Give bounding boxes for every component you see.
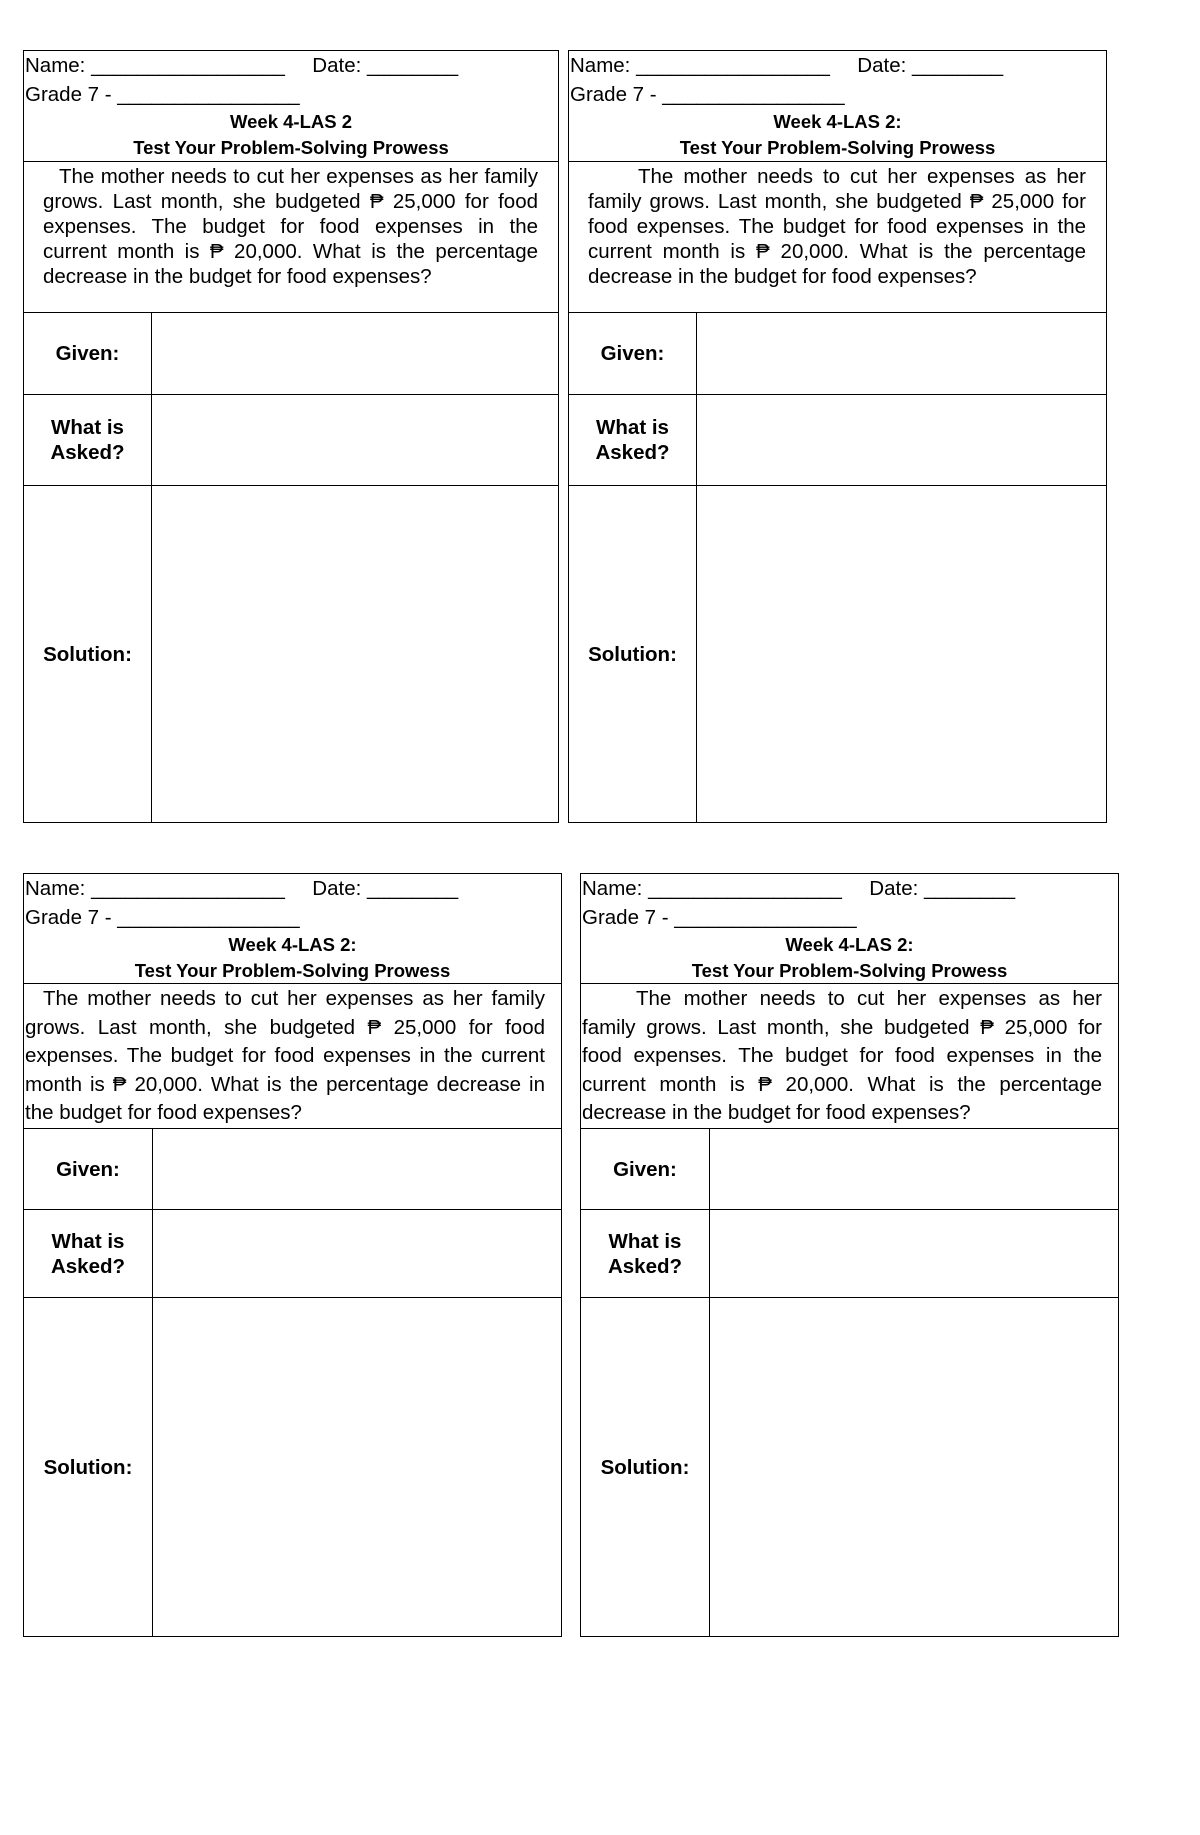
name-date-line [24,874,561,903]
week-label: Week 4-LAS 2: [228,934,357,955]
week-label: Week 4-LAS 2: [773,111,902,132]
asked-label: What is Asked? [24,1210,153,1297]
asked-answer-box[interactable] [697,395,1106,485]
worksheet-card-3 [23,873,562,1637]
solution-answer-box[interactable] [152,486,558,822]
asked-label: What is Asked? [569,395,697,485]
given-label: Given: [569,313,697,394]
solution-row [24,1298,561,1636]
worksheet-card-4 [580,873,1119,1637]
worksheet-card-2 [568,50,1107,823]
grade-field[interactable]: Grade 7 - ________________ [570,83,845,106]
solution-answer-box[interactable] [710,1298,1118,1636]
asked-row [24,1210,561,1298]
given-answer-box[interactable] [152,313,558,394]
worksheet-title: Test Your Problem-Solving Prowess [691,960,1008,981]
solution-answer-box[interactable] [697,486,1106,822]
card-header [569,51,1106,162]
grade-field[interactable]: Grade 7 - ________________ [25,906,300,929]
problem-statement: The mother needs to cut her expenses as her family grows. Last month, she budgeted ₱ 25,000 for food expenses. The budget for food expenses in the current month is ₱ 20,000. What is the percentage decrease in the budget for food expenses? [24,162,558,313]
given-label: Given: [581,1129,710,1209]
worksheet-title: Test Your Problem-Solving Prowess [134,960,451,981]
solution-row [24,486,558,822]
card-header [24,874,561,984]
problem-statement: The mother needs to cut her expenses as her family grows. Last month, she budgeted ₱ 25,000 for food expenses. The budget for food expenses in the current month is ₱ 20,000. What is the percentage decrease in the budget for food expenses? [581,984,1118,1129]
asked-label: What is Asked? [24,395,152,485]
card-header [24,51,558,162]
solution-label: Solution: [581,1298,710,1636]
given-answer-box[interactable] [710,1129,1118,1209]
card-header [581,874,1118,984]
problem-statement: The mother needs to cut her expenses as her family grows. Last month, she budgeted ₱ 25,000 for food expenses. The budget for food expenses in the current month is ₱ 20,000. What is the percentage decrease in the budget for food expenses? [24,984,561,1129]
asked-answer-box[interactable] [152,395,558,485]
given-row [24,313,558,395]
asked-row [24,395,558,486]
name-date-line [24,51,558,80]
solution-label: Solution: [24,1298,153,1636]
solution-label: Solution: [569,486,697,822]
asked-label: What is Asked? [581,1210,710,1297]
name-field[interactable]: Name: _________________ [582,877,854,900]
date-field[interactable]: Date: ________ [312,54,459,77]
given-row [581,1129,1118,1210]
date-field[interactable]: Date: ________ [857,54,1004,77]
worksheet-title: Test Your Problem-Solving Prowess [133,137,449,158]
name-date-line [581,874,1118,903]
given-label: Given: [24,313,152,394]
name-field[interactable]: Name: _________________ [25,877,297,900]
solution-answer-box[interactable] [153,1298,561,1636]
solution-row [581,1298,1118,1636]
solution-label: Solution: [24,486,152,822]
worksheet-title: Test Your Problem-Solving Prowess [679,137,996,158]
date-field[interactable]: Date: ________ [312,877,459,900]
asked-row [581,1210,1118,1298]
given-row [24,1129,561,1210]
given-row [569,313,1106,395]
asked-answer-box[interactable] [710,1210,1118,1297]
given-label: Given: [24,1129,153,1209]
name-date-line [569,51,1106,80]
name-field[interactable]: Name: _________________ [570,54,842,77]
name-field[interactable]: Name: _________________ [25,54,297,77]
date-field[interactable]: Date: ________ [869,877,1016,900]
given-answer-box[interactable] [697,313,1106,394]
week-label: Week 4-LAS 2: [785,934,914,955]
worksheet-card-1 [23,50,559,823]
given-answer-box[interactable] [153,1129,561,1209]
problem-statement: The mother needs to cut her expenses as her family grows. Last month, she budgeted ₱ 25,000 for food expenses. The budget for food expenses in the current month is ₱ 20,000. What is the percentage decrease in the budget for food expenses? [569,162,1106,313]
week-label: Week 4-LAS 2 [229,111,352,132]
solution-row [569,486,1106,822]
asked-row [569,395,1106,486]
grade-field[interactable]: Grade 7 - ________________ [582,906,857,929]
asked-answer-box[interactable] [153,1210,561,1297]
grade-field[interactable]: Grade 7 - ________________ [25,83,300,106]
